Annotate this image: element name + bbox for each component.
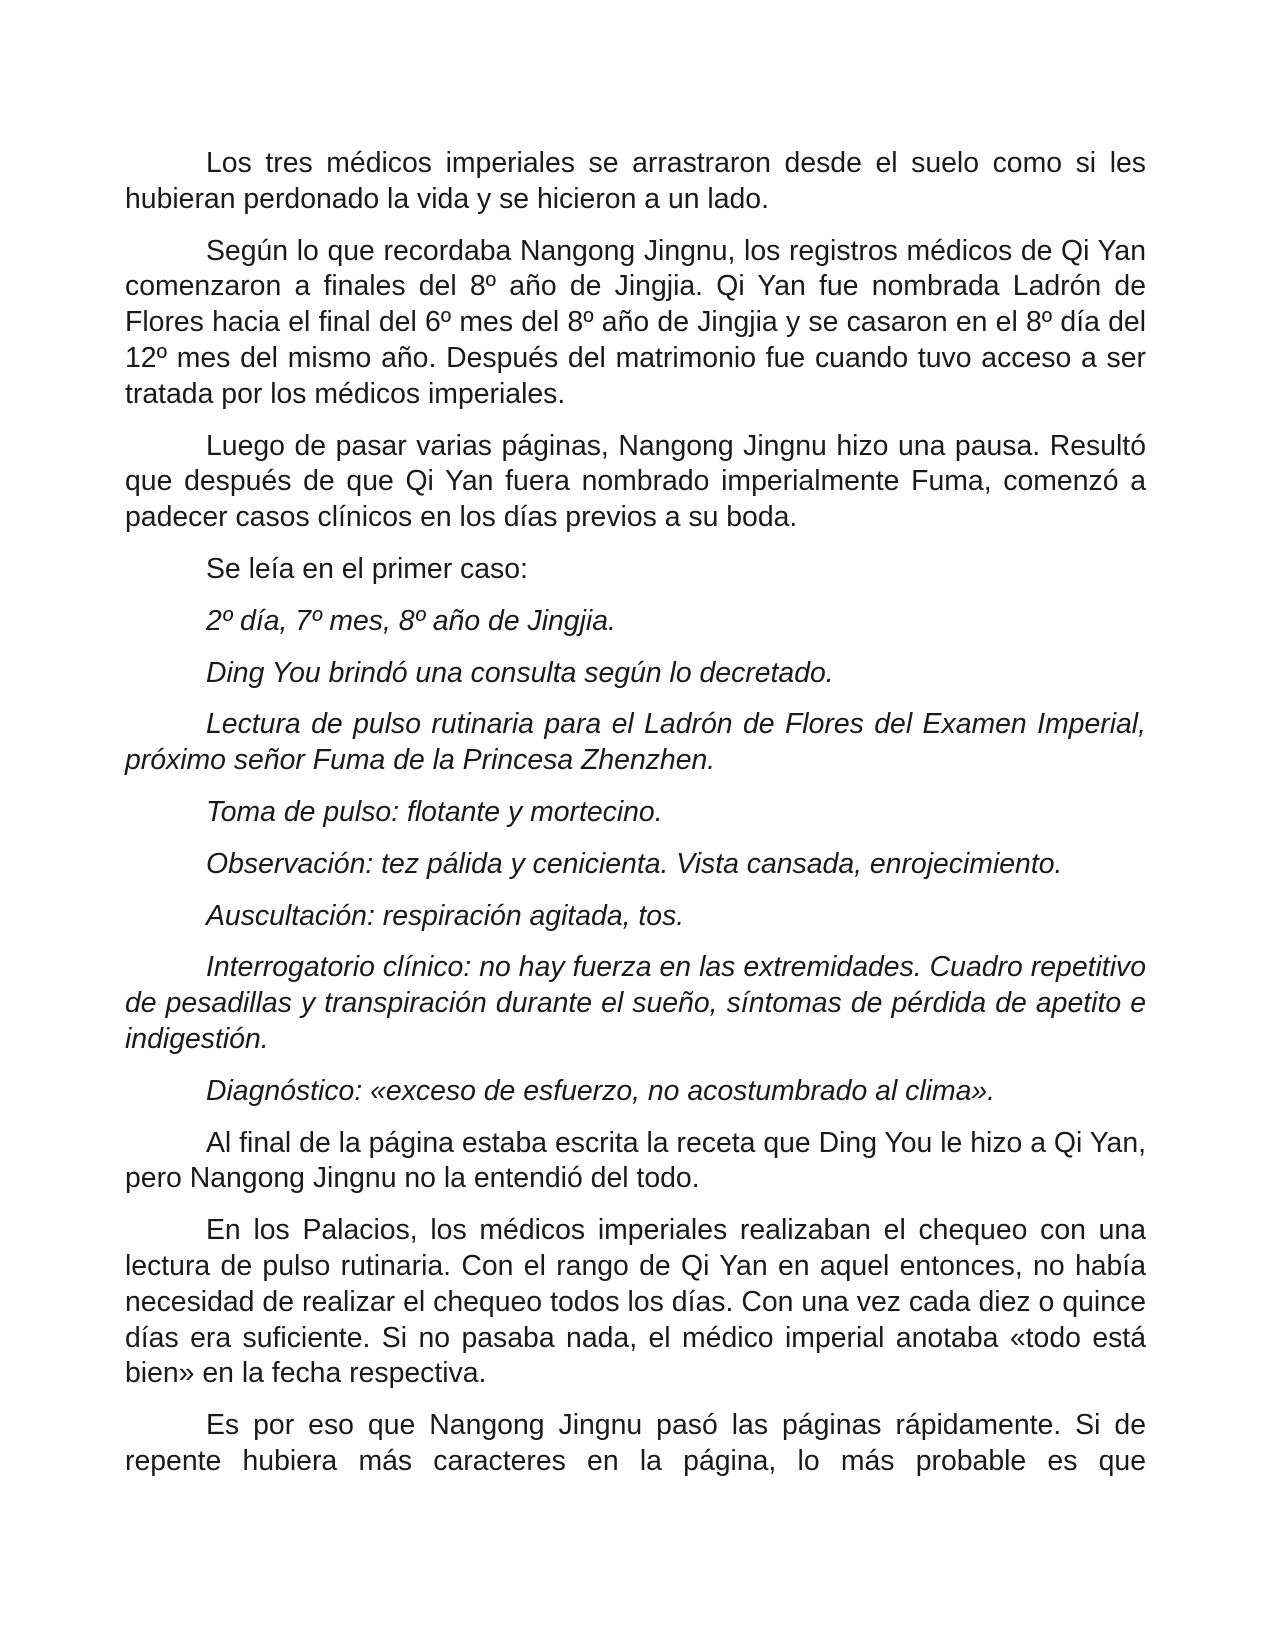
paragraph: Según lo que recordaba Nangong Jingnu, los registros médicos de Qi Yan comenzaron a finales del 8º año de Jingjia. Qi Yan fue nombrada Ladrón de Flores hacia el final del 6º mes del 8º año de Jingjia y se casaron en el 8º día del 12º mes del mismo año. Después del matrimonio fue cuando tuvo acceso a ser tratada por los médicos imperiales. [125,234,1146,410]
record-line: Observación: tez pálida y cenicienta. Vista cansada, enrojecimiento. [206,847,1063,880]
paragraph: Los tres médicos imperiales se arrastraron desde el suelo como si les hubieran perdonado la vida y se hicieron a un lado. [125,147,1146,215]
paragraph: En los Palacios, los médicos imperiales realizaban el chequeo con una lectura de pulso rutinaria. Con el rango de Qi Yan en aquel entonces, no había necesidad de realizar el chequeo todos los días. Con una vez cada diez o quince días era suficiente. Si no pasaba nada, el médico imperial anotaba «todo está bien» en la fecha respectiva. [125,1214,1146,1390]
paragraph: Al final de la página estaba escrita la receta que Ding You le hizo a Qi Yan, pero Nangong Jingnu no la entendió del todo. [125,1126,1146,1195]
record-line: Lectura de pulso rutinaria para el Ladrón de Flores del Examen Imperial, próximo señor Fuma de la Princesa Zhenzhen. [125,708,1146,777]
record-line: Auscultación: respiración agitada, tos. [206,899,685,932]
paragraph: Se leía en el primer caso: [206,552,528,585]
page-body [125,146,1146,1480]
paragraph: Luego de pasar varias páginas, Nangong Jingnu hizo una pausa. Resultó que después de que Qi Yan fuera nombrado imperialmente Fuma, comenzó a padecer casos clínicos en los días previos a su boda. [125,429,1146,534]
record-line: Interrogatorio clínico: no hay fuerza en las extremidades. Cuadro repetitivo de pesadillas y transpiración durante el sueño, síntomas de pérdida de apetito e indigestión. [125,951,1146,1055]
record-diagnosis: Diagnóstico: «exceso de esfuerzo, no acostumbrado al clima». [206,1074,996,1107]
paragraph: Es por eso que Nangong Jingnu pasó las páginas rápidamente. Si de repente hubiera más caracteres en la página, lo más probable es que [125,1409,1146,1477]
record-line: Toma de pulso: flotante y mortecino. [206,795,663,828]
record-line: Ding You brindó una consulta según lo decretado. [206,656,834,689]
record-date: 2º día, 7º mes, 8º año de Jingjia. [206,604,616,637]
